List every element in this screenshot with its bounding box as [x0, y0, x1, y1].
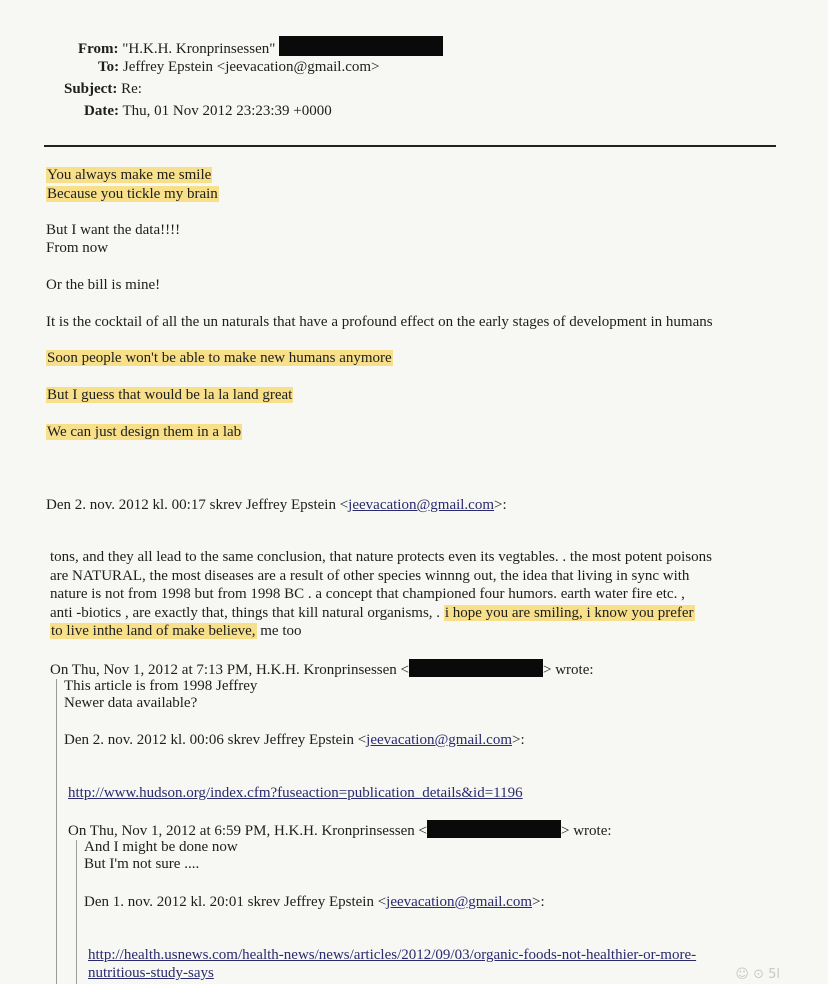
usnews-link-cont[interactable]: nutritious-study-says [88, 965, 214, 981]
email-link[interactable]: jeevacation@gmail.com [348, 497, 495, 513]
reply-paragraph: tons, and they all lead to the same conclusion, that nature protects even its vegtables. . the most potent poisons are NATURAL, the most diseases are a result of other species winnng out, the idea that living in sync with nature is not from 1998 but from 1998 BC . a concept that championed four humors. earth water fire etc. , anti -biotics , are exactly that, things that kill natural organisms, . i hope you are smiling, i know you prefer to live inthe land of make believe, me too [50, 549, 712, 639]
email-link[interactable]: jeevacation@gmail.com [366, 732, 513, 748]
watermark: ☺ ⊙ 5l [735, 967, 780, 982]
quote-header: On Thu, Nov 1, 2012 at 6:59 PM, H.K.H. Kronprinsessen < > wrote: [68, 820, 612, 841]
quote-line: This article is from 1998 Jeffrey [64, 678, 258, 694]
body-line: Or the bill is mine! [46, 277, 161, 293]
body-line: Soon people won't be able to make new humans anymore [47, 350, 392, 366]
body-line: We can just design them in a lab [47, 424, 242, 440]
quote-bar [76, 840, 77, 984]
quote-line: But I'm not sure .... [84, 856, 200, 872]
to-value: Jeffrey Epstein <jeevacation@gmail.com> [122, 59, 380, 75]
to-row [98, 58, 380, 77]
redaction-bar [409, 659, 543, 677]
date-value: Thu, 01 Nov 2012 23:23:39 +0000 [122, 103, 332, 119]
body-line: But I want the data!!!! [46, 222, 181, 238]
body-line: Because you tickle my brain [47, 186, 218, 202]
header-divider [44, 145, 776, 147]
usnews-link[interactable]: http://health.usnews.com/health-news/news/articles/2012/09/03/organic-foods-not-healthier-or-more- [88, 947, 697, 963]
body-line: You always make me smile [47, 167, 212, 183]
redaction-bar [427, 820, 561, 838]
body-line: From now [46, 240, 109, 256]
body-line: But I guess that would be la la land great [47, 387, 293, 403]
subject-row [64, 80, 142, 99]
body-line: It is the cocktail of all the un naturals that have a profound effect on the early stages of development in humans [46, 314, 713, 330]
from-row [78, 36, 443, 59]
quote-bar [56, 679, 57, 984]
hudson-link[interactable]: http://www.hudson.org/index.cfm?fuseaction=publication_details&id=1196 [68, 785, 523, 801]
to-label: To: [98, 59, 120, 75]
email-link[interactable]: jeevacation@gmail.com [386, 894, 533, 910]
from-label: From: [78, 41, 119, 57]
subject-label: Subject: [64, 81, 118, 97]
quote-line: And I might be done now [84, 839, 238, 855]
subject-value: Re: [121, 81, 142, 97]
date-label: Date: [84, 103, 119, 119]
from-value: "H.K.H. Kronprinsessen" [122, 41, 276, 57]
date-row [84, 102, 332, 121]
reply-header: Den 2. nov. 2012 kl. 00:17 skrev Jeffrey Epstein <jeevacation@gmail.com>: [46, 497, 507, 513]
quote-reply-header: Den 2. nov. 2012 kl. 00:06 skrev Jeffrey Epstein <jeevacation@gmail.com>: [64, 732, 525, 748]
quote-line: Newer data available? [64, 695, 198, 711]
redaction-bar [279, 36, 443, 56]
quote-reply-header: Den 1. nov. 2012 kl. 20:01 skrev Jeffrey Epstein <jeevacation@gmail.com>: [84, 894, 545, 910]
quote-header: On Thu, Nov 1, 2012 at 7:13 PM, H.K.H. Kronprinsessen < > wrote: [50, 659, 594, 680]
